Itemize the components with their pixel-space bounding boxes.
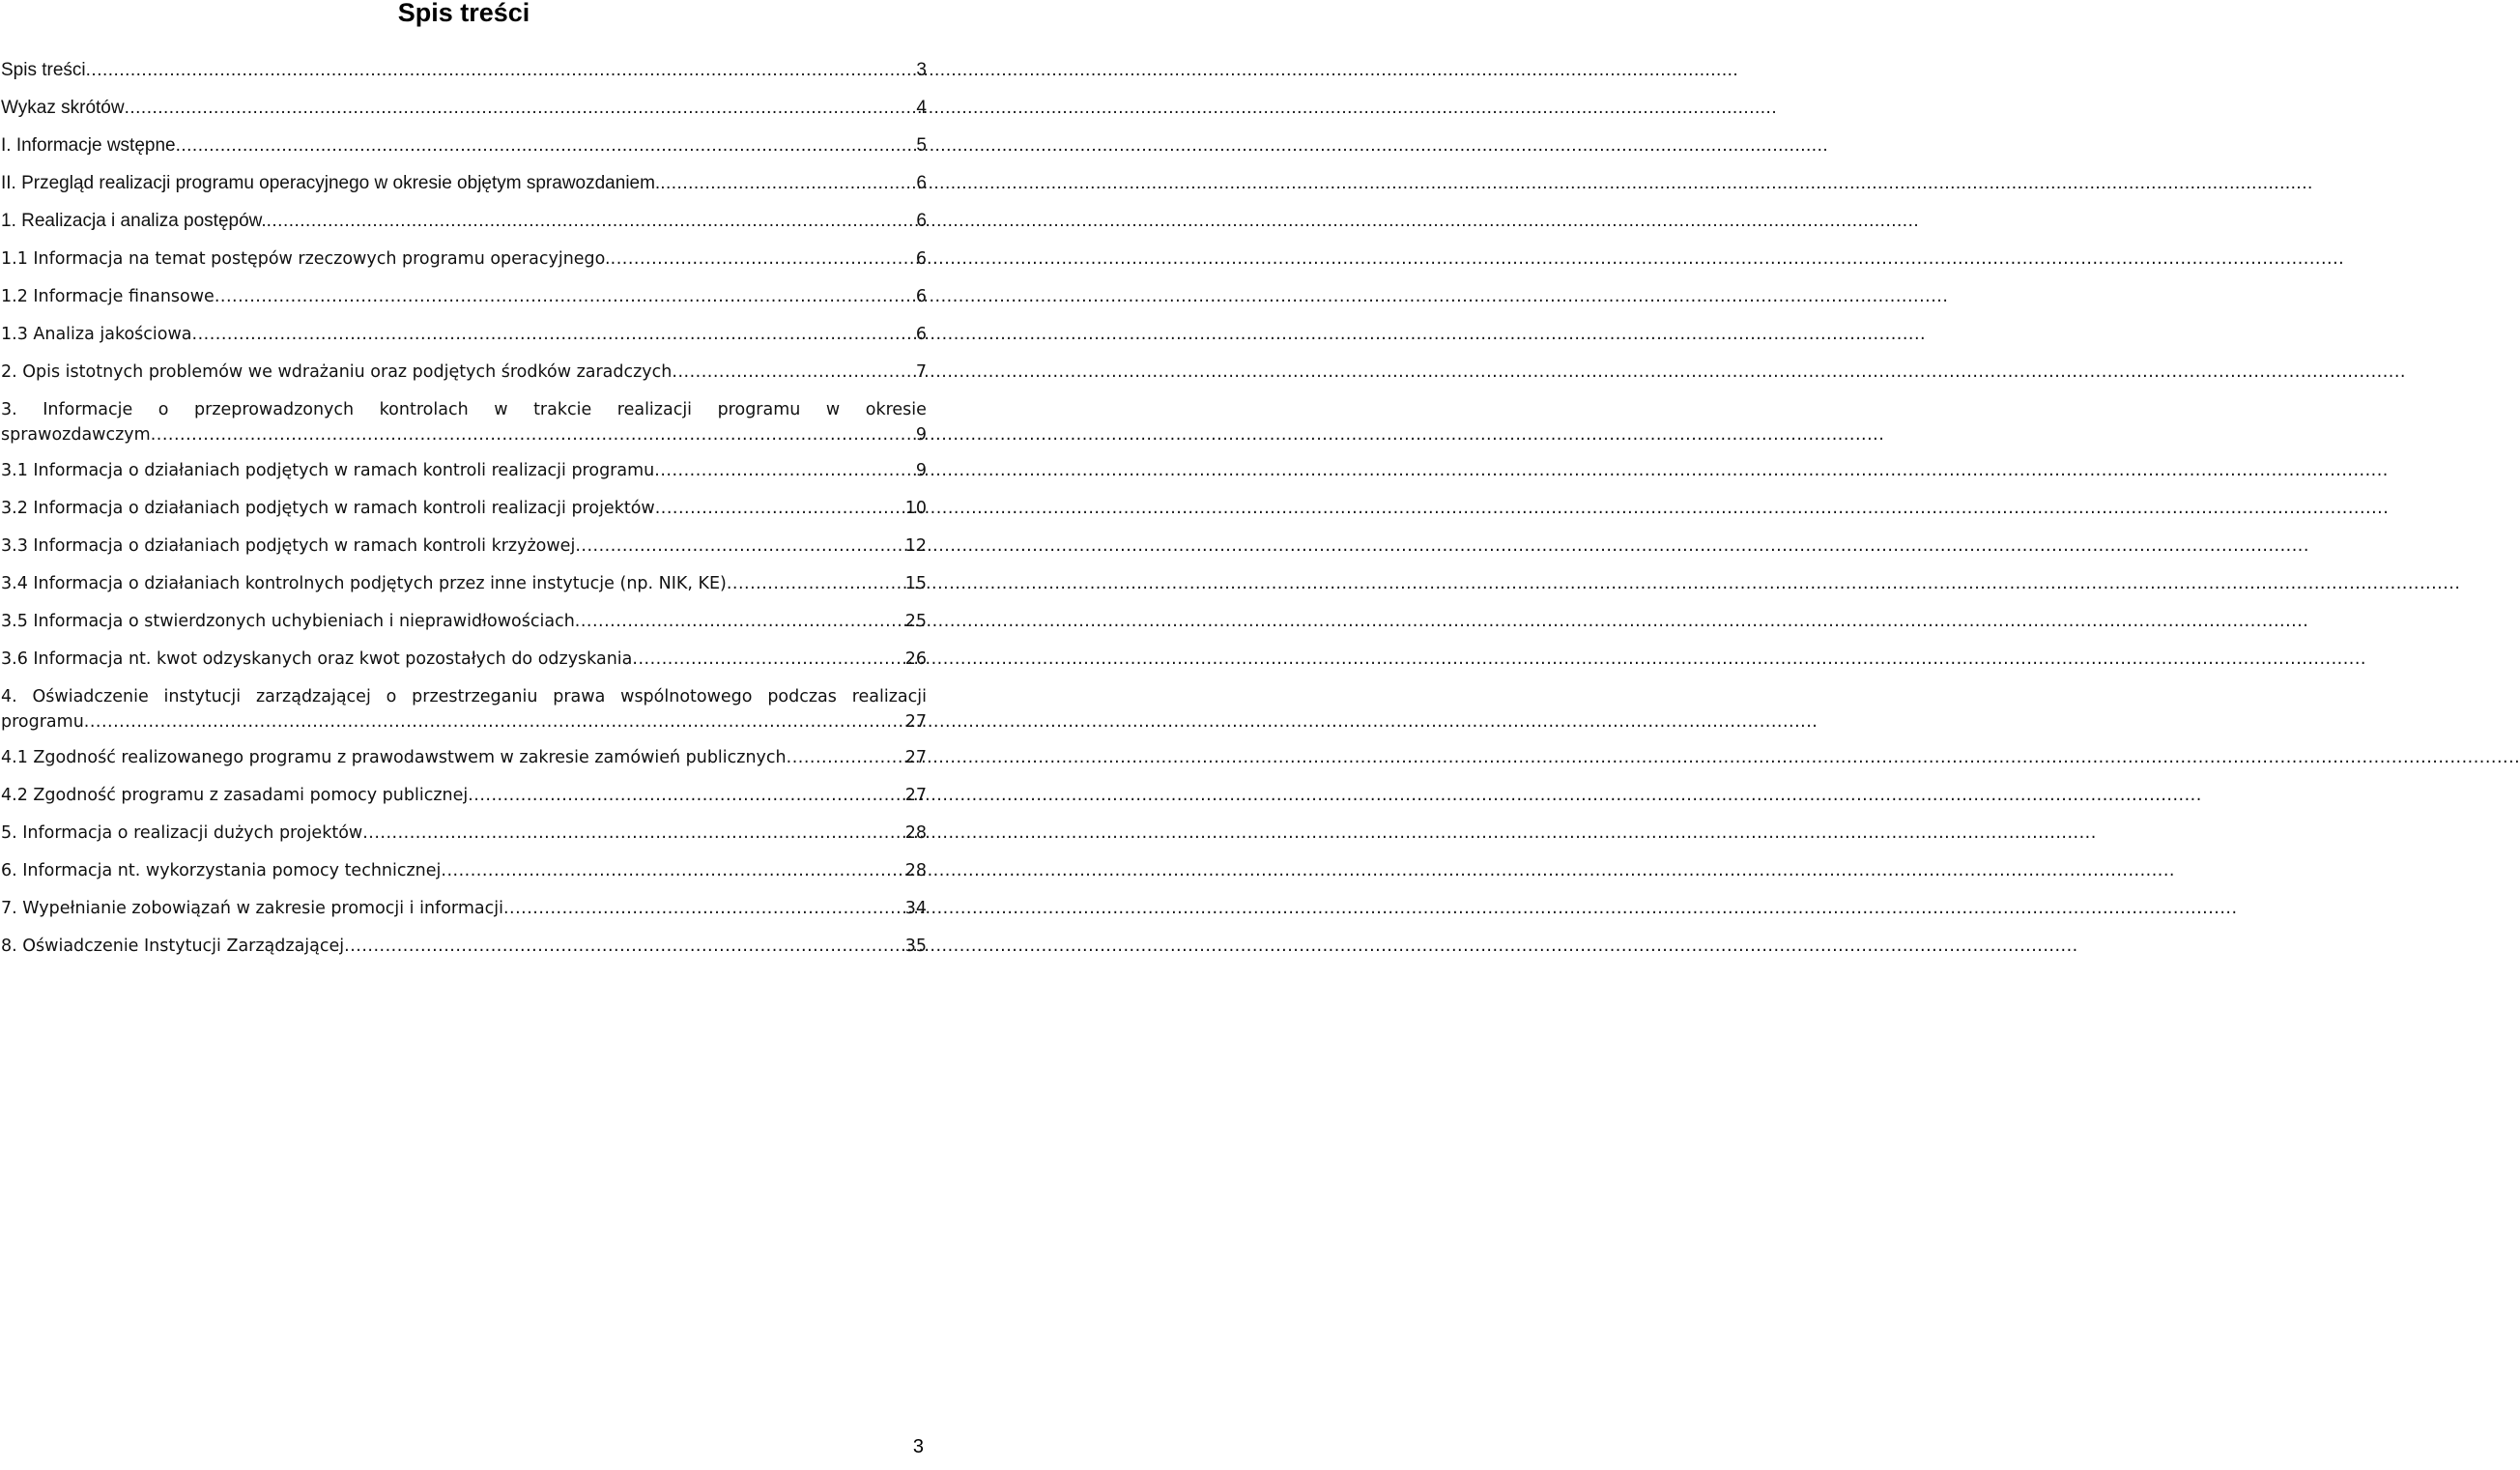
toc-entry[interactable] xyxy=(1,571,927,596)
page-title: Spis treści xyxy=(397,0,530,27)
word: okresie xyxy=(865,400,927,419)
dot-leader xyxy=(267,209,915,234)
toc-entry-page: 27 xyxy=(904,748,927,767)
toc-entry[interactable] xyxy=(1,58,927,83)
toc-entry-page: 6 xyxy=(916,211,927,231)
toc-entry[interactable] xyxy=(1,533,927,559)
toc-entry-page: 15 xyxy=(904,574,927,593)
toc-entry-text: I. Informacje wstępne xyxy=(1,135,176,156)
toc-entry[interactable] xyxy=(1,496,927,521)
word: kontrolach xyxy=(379,400,469,419)
toc-entry-page: 6 xyxy=(915,249,927,269)
word: Oświadczenie xyxy=(32,687,149,706)
toc-entry-text: 1. Realizacja i analiza postępów. xyxy=(1,211,267,231)
toc-entry[interactable] xyxy=(1,360,927,385)
dot-leader xyxy=(787,745,903,770)
toc-entry[interactable] xyxy=(1,858,927,883)
toc-entry-page: 7 xyxy=(915,362,927,382)
toc-entry-text: 3.6 Informacja nt. kwot odzyskanych oraz kwot pozostałych do odzyskania xyxy=(1,649,633,669)
toc-entry[interactable] xyxy=(1,322,927,347)
dot-leader xyxy=(215,284,914,309)
word: 3. xyxy=(1,400,17,419)
dot-leader xyxy=(468,783,902,808)
word: 4. xyxy=(1,687,17,706)
dot-leader xyxy=(151,422,914,447)
word: realizacji xyxy=(616,400,693,419)
dot-leader xyxy=(655,496,903,521)
dot-leader xyxy=(503,896,903,921)
word: podczas xyxy=(767,687,837,706)
word: realizacji xyxy=(851,687,927,706)
toc-entry-text: 1.1 Informacja na temat postępów rzeczowych programu operacyjnego. xyxy=(1,249,611,269)
toc-entry[interactable] xyxy=(1,96,927,121)
toc-entry[interactable] xyxy=(1,209,927,234)
toc-entry-first-line xyxy=(1,397,927,422)
toc-entry-page: 26 xyxy=(904,649,927,669)
dot-leader xyxy=(575,609,903,634)
toc-entry-text: 4.1 Zgodność realizowanego programu z prawodawstwem w zakresie zamówień publicznych xyxy=(1,748,787,767)
dot-leader xyxy=(660,171,914,196)
word: prawa xyxy=(553,687,606,706)
word: o xyxy=(386,687,397,706)
toc-entry-page: 10 xyxy=(904,499,927,518)
toc-entry[interactable] xyxy=(1,934,927,959)
word: trakcie xyxy=(533,400,592,419)
dot-leader xyxy=(654,458,914,483)
word: przeprowadzonych xyxy=(194,400,355,419)
dot-leader xyxy=(611,246,914,272)
dot-leader xyxy=(344,934,903,959)
toc-entry[interactable] xyxy=(1,821,927,846)
toc-entry[interactable] xyxy=(1,609,927,634)
toc-entry-page: 3 xyxy=(916,60,927,80)
toc-entry-text: programu xyxy=(1,712,84,732)
dot-leader xyxy=(176,133,915,159)
toc-entry-text: 8. Oświadczenie Instytucji Zarządzającej xyxy=(1,937,345,956)
toc-entry-text: 4.2 Zgodność programu z zasadami pomocy publicznej xyxy=(1,786,469,805)
word: w xyxy=(825,400,841,419)
toc-entry[interactable] xyxy=(1,246,927,272)
toc-entry-page: 5 xyxy=(916,135,927,156)
toc-entry-page: 25 xyxy=(904,612,927,631)
toc-entry[interactable] xyxy=(1,896,927,921)
toc-entry-text: 1.3 Analiza jakościowa xyxy=(1,325,192,344)
toc-entry[interactable] xyxy=(1,458,927,483)
toc-entry-text: 6. Informacja nt. wykorzystania pomocy technicznej xyxy=(1,861,442,880)
toc-entry-text: 5. Informacja o realizacji dużych projektów xyxy=(1,823,363,843)
toc-entry[interactable] xyxy=(1,745,927,770)
toc-entry-text: 3.4 Informacja o działaniach kontrolnych podjętych przez inne instytucje (np. NIK, KE) xyxy=(1,574,727,593)
dot-leader xyxy=(672,360,913,385)
dot-leader xyxy=(632,647,902,672)
toc-entry-text: 3.3 Informacja o działaniach podjętych w ramach kontroli krzyżowej xyxy=(1,536,576,556)
toc-entry-page: 6 xyxy=(916,173,927,193)
toc-entry-text: 7. Wypełnianie zobowiązań w zakresie promocji i informacji xyxy=(1,899,503,918)
toc-entry-page: 27 xyxy=(904,712,927,732)
toc-entry-page: 4 xyxy=(916,98,927,118)
page-number: 3 xyxy=(912,1436,924,1457)
toc-entry-page: 28 xyxy=(904,861,927,880)
word: Informacje xyxy=(43,400,133,419)
toc-entry-text: Spis treści xyxy=(1,60,86,80)
toc-entry-page: 6 xyxy=(915,325,927,344)
dot-leader xyxy=(362,821,903,846)
toc-entry-text: 2. Opis istotnych problemów we wdrażaniu oraz podjętych środków zaradczych xyxy=(1,362,673,382)
table-of-contents xyxy=(1,58,927,971)
word: przestrzeganiu xyxy=(412,687,538,706)
toc-entry-text: 3.1 Informacja o działaniach podjętych w ramach kontroli realizacji programu xyxy=(1,461,655,480)
toc-entry[interactable] xyxy=(1,684,927,735)
toc-entry-page: 9 xyxy=(915,461,927,480)
toc-entry-first-line xyxy=(1,684,927,709)
word: programu xyxy=(717,400,801,419)
toc-entry[interactable] xyxy=(1,647,927,672)
dot-leader xyxy=(192,322,914,347)
dot-leader xyxy=(86,58,915,83)
toc-entry-page: 34 xyxy=(904,899,927,918)
toc-entry-text: 3.2 Informacja o działaniach podjętych w ramach kontroli realizacji projektów xyxy=(1,499,655,518)
toc-entry-text: II. Przegląd realizacji programu operacyjnego w okresie objętym sprawozdaniem. xyxy=(1,173,661,193)
toc-entry[interactable] xyxy=(1,171,927,196)
toc-entry[interactable] xyxy=(1,783,927,808)
dot-leader xyxy=(575,533,902,559)
toc-entry-page: 12 xyxy=(904,536,927,556)
toc-entry-page: 35 xyxy=(904,937,927,956)
dot-leader xyxy=(84,709,903,735)
toc-entry-text: 3.5 Informacja o stwierdzonych uchybieniach i nieprawidłowościach xyxy=(1,612,575,631)
toc-entry-text: 1.2 Informacje finansowe xyxy=(1,287,215,306)
word: wspólnotowego xyxy=(620,687,753,706)
toc-entry-page: 27 xyxy=(904,786,927,805)
toc-entry-page: 28 xyxy=(904,823,927,843)
word: w xyxy=(494,400,508,419)
dot-leader xyxy=(125,96,915,121)
toc-entry-text: Wykaz skrótów xyxy=(1,98,125,118)
toc-entry[interactable] xyxy=(1,397,927,447)
toc-entry[interactable] xyxy=(1,284,927,309)
toc-entry[interactable] xyxy=(1,133,927,159)
toc-entry-text: sprawozdawczym xyxy=(1,425,151,445)
toc-entry-page: 6 xyxy=(915,287,927,306)
dot-leader xyxy=(727,571,903,596)
word: instytucji xyxy=(163,687,242,706)
word: zarządzającej xyxy=(255,687,371,706)
toc-entry-page: 9 xyxy=(915,425,927,445)
word: o xyxy=(158,400,169,419)
dot-leader xyxy=(441,858,902,883)
